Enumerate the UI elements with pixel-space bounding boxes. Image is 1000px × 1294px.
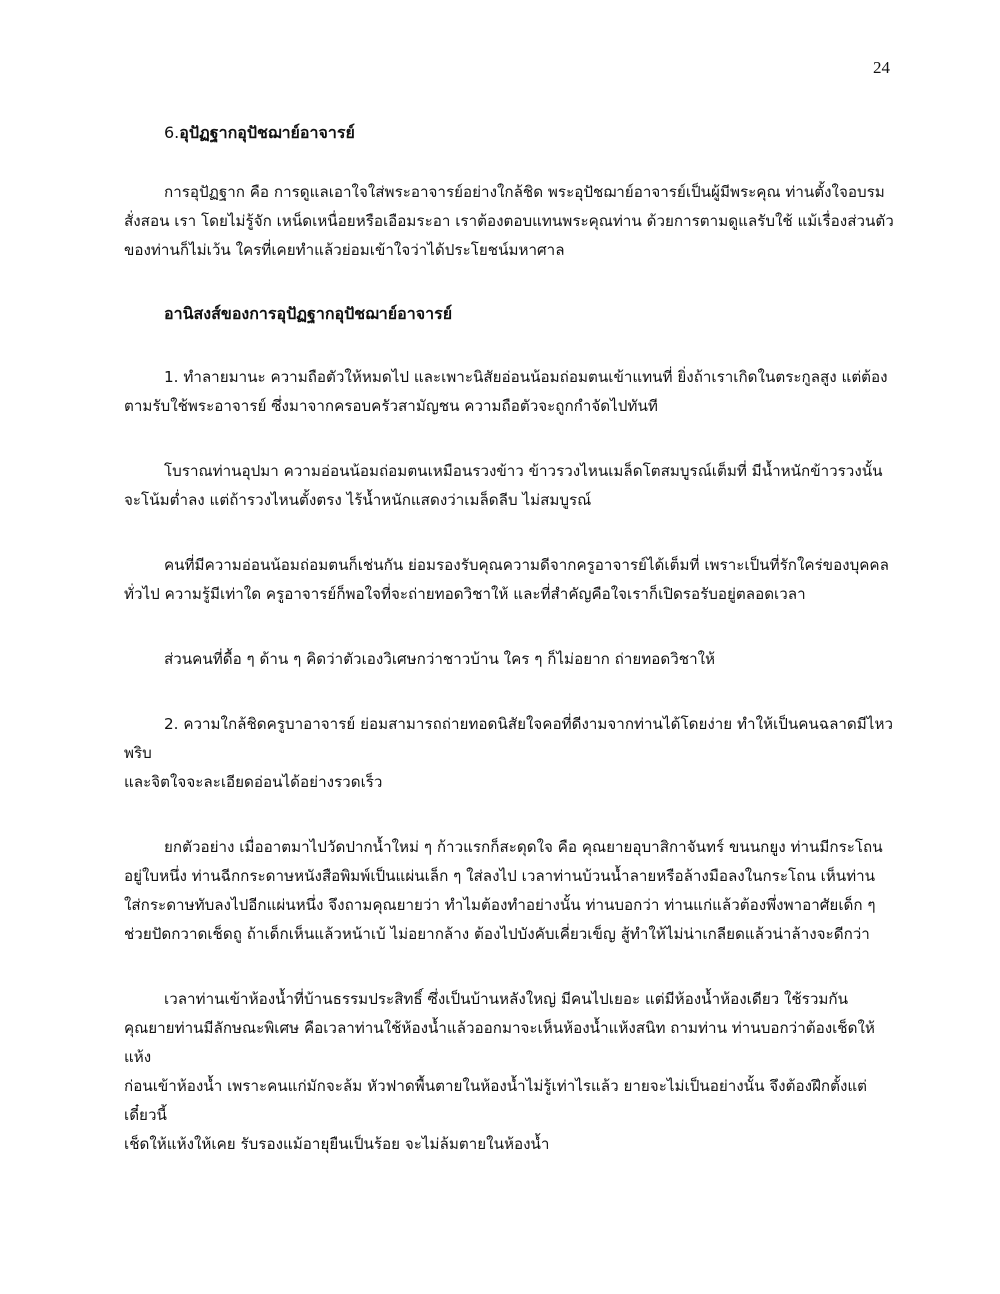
paragraph-line: ใส่กระดาษทับลงไปอีกแผ่นหนึ่ง จึงถามคุณยายว่า ทำไมต้องทำอย่างนั้น ท่านบอกว่า ท่านแก่แล้วต้องพึ่งพาอาศัยเด็ก ๆ [124,896,876,914]
benefit-paragraph-2 [124,710,894,797]
paragraph-line: ส่วนคนที่ดื้อ ๆ ด้าน ๆ คิดว่าตัวเองวิเศษกว่าชาวบ้าน ใคร ๆ ก็ไม่อยาก ถ่ายทอดวิชาให้ [164,650,716,668]
paragraph-line: สั่งสอน เรา โดยไม่รู้จัก เหน็ดเหนื่อยหรือเอือมระอา เราต้องตอบแทนพระคุณท่าน ด้วยการตามดูแลรับใช้ แม้เรื่องส่วนตัว [124,212,894,230]
paragraph-line: ก่อนเข้าห้องน้ำ เพราะคนแก่มักจะล้ม หัวฟาดพื้นตายในห้องน้ำไม่รู้เท่าไรแล้ว ยายจะไม่เป็นอย่างนั้น จึงต้องฝึกตั้งแต่เดี๋ยวนี้ [124,1077,868,1124]
humble-person-paragraph [124,551,894,609]
paragraph-line: โบราณท่านอุปมา ความอ่อนน้อมถ่อมตนเหมือนรวงข้าว ข้าวรวงไหนเมล็ดโตสมบูรณ์เต็มที่ มีน้ำหนักข้าวรวงนั้น [164,462,883,480]
example-paragraph [124,833,894,949]
paragraph-line: เวลาท่านเข้าห้องน้ำที่บ้านธรรมประสิทธิ์ ซึ่งเป็นบ้านหลังใหญ่ มีคนไปเยอะ แต่มีห้องน้ำห้องเดียว ใช้รวมกัน [164,990,848,1008]
paragraph-line: ทั่วไป ความรู้มีเท่าใด ครูอาจารย์ก็พอใจที่จะถ่ายทอดวิชาให้ และที่สำคัญคือใจเราก็เปิดรอรับอยู่ตลอดเวลา [124,585,806,603]
page-number: 24 [873,58,890,77]
paragraph-line: คนที่มีความอ่อนน้อมถ่อมตนก็เช่นกัน ย่อมรองรับคุณความดีจากครูอาจารย์ได้เต็มที่ เพราะเป็นที่รักใคร่ของบุคคล [164,556,889,574]
benefits-heading: อานิสงส์ของการอุปัฏฐากอุปัชฌาย์อาจารย์ [164,304,453,323]
paragraph-line: ตามรับใช้พระอาจารย์ ซึ่งมาจากครอบครัวสามัญชน ความถือตัวจะถูกกำจัดไปทันที [124,397,658,415]
document-body [124,120,894,1159]
section-number: 6. [164,123,180,142]
paragraph-line: 2. ความใกล้ชิดครูบาอาจารย์ ย่อมสามารถถ่ายทอดนิสัยใจคอที่ดีงามจากท่านได้โดยง่าย ทำให้เป็นคนฉลาดมีไหวพริบ [124,715,893,762]
intro-paragraph [124,178,894,265]
paragraph-line: จะโน้มต่ำลง แต่ถ้ารวงไหนตั้งตรง ไร้น้ำหนักแสดงว่าเมล็ดลีบ ไม่สมบูรณ์ [124,491,592,509]
paragraph-line: อยู่ใบหนึ่ง ท่านฉีกกระดาษหนังสือพิมพ์เป็นแผ่นเล็ก ๆ ใส่ลงไป เวลาท่านบ้วนน้ำลายหรือล้างมือลงในกระโถน เห็นท่าน [124,867,876,885]
paragraph-line: และจิตใจจะละเอียดอ่อนได้อย่างรวดเร็ว [124,773,383,791]
rice-analogy-paragraph [124,457,894,515]
bathroom-paragraph [124,985,894,1159]
section-heading [164,120,894,146]
paragraph-line: ของท่านก็ไม่เว้น ใครที่เคยทำแล้วย่อมเข้าใจว่าได้ประโยชน์มหาศาล [124,241,565,259]
paragraph-line: ช่วยปัดกวาดเช็ดถู ถ้าเด็กเห็นแล้วหน้าเบ้ ไม่อยากล้าง ต้องไปบังคับเคี่ยวเข็ญ สู้ทำให้ไม่น่าเกลียดแล้วน่าล้างจะดีกว่า [124,925,870,943]
benefit-paragraph-1 [124,363,894,421]
paragraph-line: 1. ทำลายมานะ ความถือตัวให้หมดไป และเพาะนิสัยอ่อนน้อมถ่อมตนเข้าแทนที่ ยิ่งถ้าเราเกิดในตระกูลสูง แต่ต้อง [164,368,888,386]
paragraph-line: คุณยายท่านมีลักษณะพิเศษ คือเวลาท่านใช้ห้องน้ำแล้วออกมาจะเห็นห้องน้ำแห้งสนิท ถามท่าน ท่านบอกว่าต้องเช็ดให้แห้ง [124,1019,875,1066]
stubborn-person-paragraph [124,645,894,674]
section-title: อุปัฏฐากอุปัชฌาย์อาจารย์ [179,123,355,142]
paragraph-line: เช็ดให้แห้งให้เคย รับรองแม้อายุยืนเป็นร้อย จะไม่ล้มตายในห้องน้ำ [124,1135,550,1153]
paragraph-line: ยกตัวอย่าง เมื่ออาตมาไปวัดปากน้ำใหม่ ๆ ก้าวแรกก็สะดุดใจ คือ คุณยายอุบาสิกาจันทร์ ขนนกยูง ท่านมีกระโถน [164,838,883,856]
paragraph-line: การอุปัฏฐาก คือ การดูแลเอาใจใส่พระอาจารย์อย่างใกล้ชิด พระอุปัชฌาย์อาจารย์เป็นผู้มีพระคุณ ท่านตั้งใจอบรม [164,183,885,201]
